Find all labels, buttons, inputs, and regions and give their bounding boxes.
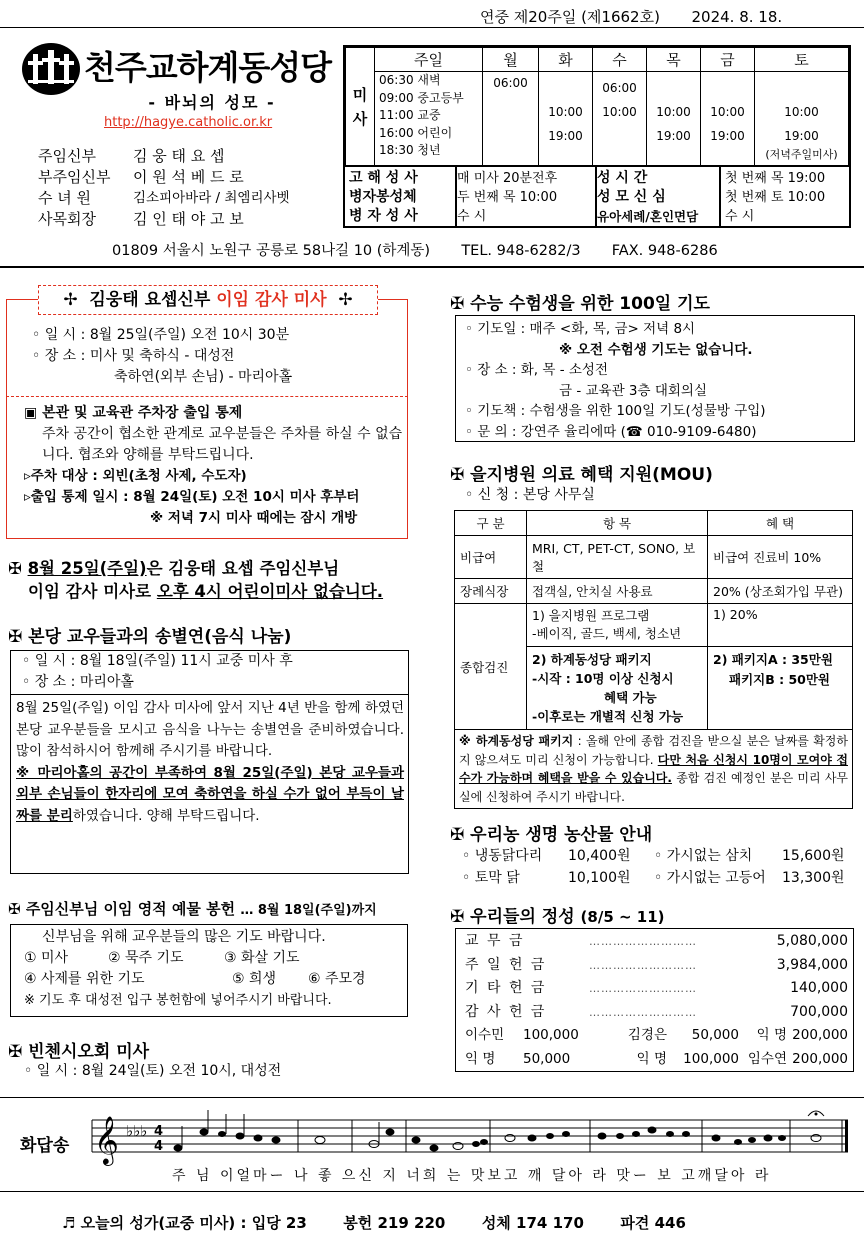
svg-text:𝄞: 𝄞: [94, 1115, 119, 1164]
cross-icon: ✠: [8, 559, 22, 578]
mou-table: [454, 510, 853, 809]
offering-rows: [465, 930, 848, 1071]
psalm-label: 화답송: [20, 1136, 70, 1156]
issue-week: 연중 제20주일 (제1662호): [480, 8, 660, 26]
church-emblem-icon: [20, 40, 82, 98]
farewell-mass-details: ◦ 일 시 : 8월 25일(주일) 오전 10시 30분 ◦ 장 소 : 미사 및 축하식 - 대성전 축하연(외부 손님) - 마리아홀: [32, 327, 293, 385]
party-body: 8월 25일(주일) 이임 감사 미사에 앞서 지난 4년 반을 함께 하였던 본당 교우분들을 모시고 음식을 나누는 송별연을 준비하였습니다. 많이 참석하시어 함께해 주시기를 바랍니다. ※ 마리아홀의 공간이 부족하여 8월 25일(주일) 본당 교우들과 외부 손님들이 한자리에 모여 축하연을 하실 수가 없어 부득이 날짜를 분리하였습니다. 양해 부탁드립니다.: [16, 700, 404, 824]
cross-icon: ✠: [450, 294, 465, 314]
psalm-score: [90, 1104, 852, 1166]
thursday-times: 10:00 19:00: [647, 72, 701, 166]
parking-notice: ▣ 본관 및 교육관 주차장 출입 통제 주차 공간이 협소한 관계로 교우분들은 주차를 하실 수 없습니다. 협조와 양해를 부탁드립니다. ▹주차 대상 : 외빈(초청 사제, 수도자) ▹출입 통제 일시 : 8월 24일(토) 오전 10시 미사 후부터 ※ 저녁 7시 미사 때에는 잠시 개방: [24, 405, 403, 526]
day-wednesday: 수: [593, 48, 647, 72]
mou-row: 비급여 MRI, CT, PET-CT, SONO, 보철 비급여 진료비 10%: [455, 536, 853, 579]
staff-list: [38, 146, 290, 230]
issue-date: 2024. 8. 18.: [691, 8, 783, 26]
parish-patron: - 바뇌의 성모 -: [148, 93, 276, 112]
telephone: TEL. 948-6282/3: [461, 243, 581, 259]
parish-logo: [20, 40, 82, 102]
address-bar: [112, 239, 718, 260]
staff-row: 주임신부 김 웅 태 요 셉: [38, 147, 225, 165]
issue-info: [480, 6, 782, 27]
mou-row: 장례식장 접객실, 안치실 사용료 20% (상조회가입 무관): [455, 579, 853, 604]
friday-times: 10:00 19:00: [701, 72, 755, 166]
day-monday: 월: [483, 48, 539, 72]
sacrament-row: 고 해 성 사 매 미사 20분전후 성 시 간 첫 번째 목 19:00: [349, 170, 826, 186]
header-rule: [0, 266, 864, 268]
mass-label: 미사: [346, 48, 375, 166]
tuesday-times: 10:00 19:00: [539, 72, 593, 166]
exam-details: ◦ 기도일 : 매주 <화, 목, 금> 저녁 8시 ※ 오전 수험생 기도는 없습니다. ◦ 장 소 : 화, 목 - 소성전 금 - 교육관 3층 대회의실 ◦ 기도책 : 수험생을 위한 100일 기도(성물방 구입) ◦ 문 의 : 강연주 율리에따 (☎ 010-9109-6480): [465, 321, 766, 440]
parish-name: 천주교하계동성당: [84, 48, 332, 87]
farm-list: ◦ 냉동닭다리 10,400원 ◦ 가시없는 삼치 15,600원 ◦ 토막 닭 10,100원 ◦ 가시없는 고등어 13,300원: [462, 848, 845, 886]
donor-row: 익 명 50,000 익 명 100,000 임수연 200,000: [465, 1050, 848, 1067]
svg-text:4: 4: [154, 1139, 164, 1154]
mou-title: ✠ 을지병원 의료 혜택 지원(MOU): [450, 465, 713, 485]
mou-row: 2) 하계동성당 패키지 -시작 : 10명 이상 신청시 혜택 가능 -이후로는 개별적 신청 가능 2) 패키지A : 35만원 패키지B : 50만원: [455, 647, 853, 730]
sacrament-row: 병 자 성 사 수 시 유아세례/혼인면담 수 시: [349, 208, 755, 224]
svg-text:♭♭♭: ♭♭♭: [126, 1122, 148, 1140]
bouquet-details: 신부님을 위해 교우분들의 많은 기도 바랍니다. ① 미사 ② 묵주 기도 ③ 화살 기도 ④ 사제를 위한 기도 ⑤ 희생 ⑥ 주모경 ※ 기도 후 대성전 입구 봉헌함에 넣어주시기 바랍니다.: [24, 929, 366, 1008]
staff-row: 부주임신부 이 원 석 베 드 로: [38, 168, 244, 186]
hymn-numbers: ♬ 오늘의 성가(교중 미사) : 입당 23 봉헌 219 220 성체 174 170 파견 446: [62, 1214, 686, 1232]
mou-note-row: ※ 하계동성당 패키지 : 올해 안에 종합 검진을 받으실 분은 날짜를 확정하지 않으셔도 미리 신청이 가능합니다. 다만 처음 신청시 10명이 모여야 접수가 가능하며 혜택을 받을 수 있습니다. 종합 검진 예정인 분은 미리 사무실에 신청하여 주시기 바랍니다.: [455, 730, 853, 809]
bouquet-title: ✠ 주임신부님 이임 영적 예물 봉헌 … 8월 18일(주일)까지: [8, 900, 377, 918]
saturday-times: 10:00 19:00 (저녁주일미사): [755, 72, 849, 166]
address: 01809 서울시 노원구 공릉로 58나길 10 (하계동): [112, 243, 431, 259]
children-mass-notice: ✠ 8월 25일(주일)은 김웅태 요셉 주임신부님 이임 감사 미사로 오후 4시 어린이미사 없습니다.: [8, 559, 384, 601]
schedule-divider: [345, 165, 849, 167]
donor-row: 이수민 100,000 김경은 50,000 익 명 200,000: [465, 1027, 848, 1043]
mass-schedule: [343, 45, 851, 228]
sacrament-rows: [349, 169, 849, 226]
parish-url-link[interactable]: http://hagye.catholic.or.kr: [104, 115, 273, 130]
cross-icon: ✠: [8, 900, 21, 918]
sunday-times: 06:30 새벽 09:00 중고등부 11:00 교중 16:00 어린이 18:30 청년: [375, 72, 483, 166]
mou-apply: ◦ 신 청 : 본당 사무실: [465, 487, 595, 503]
mou-header: 혜 택: [708, 511, 853, 536]
top-rule: [0, 27, 864, 28]
party-details: ◦ 일 시 : 8월 18일(주일) 11시 교중 미사 후 ◦ 장 소 : 마리아홀: [22, 653, 293, 690]
cross-icon: ✠: [450, 825, 465, 845]
cross-icon: ✠: [8, 627, 23, 647]
fax: FAX. 948-6286: [611, 243, 718, 259]
day-friday: 금: [701, 48, 755, 72]
cross-icon: ✠: [450, 465, 465, 485]
mou-header: 항 목: [527, 511, 708, 536]
exam-title: ✠ 수능 수험생을 위한 100일 기도: [450, 294, 710, 314]
vincent-detail: ◦ 일 시 : 8월 24일(토) 오전 10시, 대성전: [24, 1063, 282, 1079]
day-sunday: 주일: [375, 48, 483, 72]
cross-icon: ✠: [8, 1042, 23, 1062]
psalm-lyrics: 주 님 이얼마ー 나 좋 으신 지 너희 는 맛보고 깨 달아 라 맛ー 보 고깨달아 라: [172, 1168, 772, 1184]
staff-row: 수 녀 원 김소피아바라 / 최엠리사벳: [38, 189, 290, 207]
farm-title: ✠ 우리농 생명 농산물 안내: [450, 825, 653, 845]
cross-icon: ✠: [450, 907, 465, 927]
cross-icon: ✢: [338, 290, 353, 310]
offering-row: 기 타 헌 금 ……………………… 140,000: [465, 980, 848, 996]
offering-row: 감 사 헌 금 ……………………… 700,000: [465, 1003, 848, 1020]
vincent-title: ✠ 빈첸시오회 미사: [8, 1042, 150, 1062]
svg-text:4: 4: [154, 1124, 164, 1139]
offering-title: ✠ 우리들의 정성 (8/5 ~ 11): [450, 907, 665, 927]
day-tuesday: 화: [539, 48, 593, 72]
day-thursday: 목: [647, 48, 701, 72]
party-title: ✠ 본당 교우들과의 송별연(음식 나눔): [8, 627, 292, 647]
mou-row: 종합검진 1) 을지병원 프로그램 -베이직, 골드, 백세, 청소년 1) 20%: [455, 604, 853, 647]
monday-times: 06:00: [483, 72, 539, 166]
cross-icon: ✢: [63, 290, 78, 310]
staff-row: 사목회장 김 인 태 야 고 보: [38, 210, 244, 228]
day-saturday: 토: [755, 48, 849, 72]
offering-row: 주 일 헌 금 ……………………… 3,984,000: [465, 956, 848, 973]
wednesday-times: 06:00 10:00: [593, 72, 647, 166]
sacrament-row: 병자봉성체 두 번째 목 10:00 성 모 신 심 첫 번째 토 10:00: [349, 189, 826, 205]
offering-row: 교 무 금 ……………………… 5,080,000: [465, 933, 848, 949]
farewell-mass-title: ✢ 김웅태 요셉신부 이임 감사 미사 ✢: [38, 285, 378, 315]
mou-header: 구 분: [455, 511, 527, 536]
